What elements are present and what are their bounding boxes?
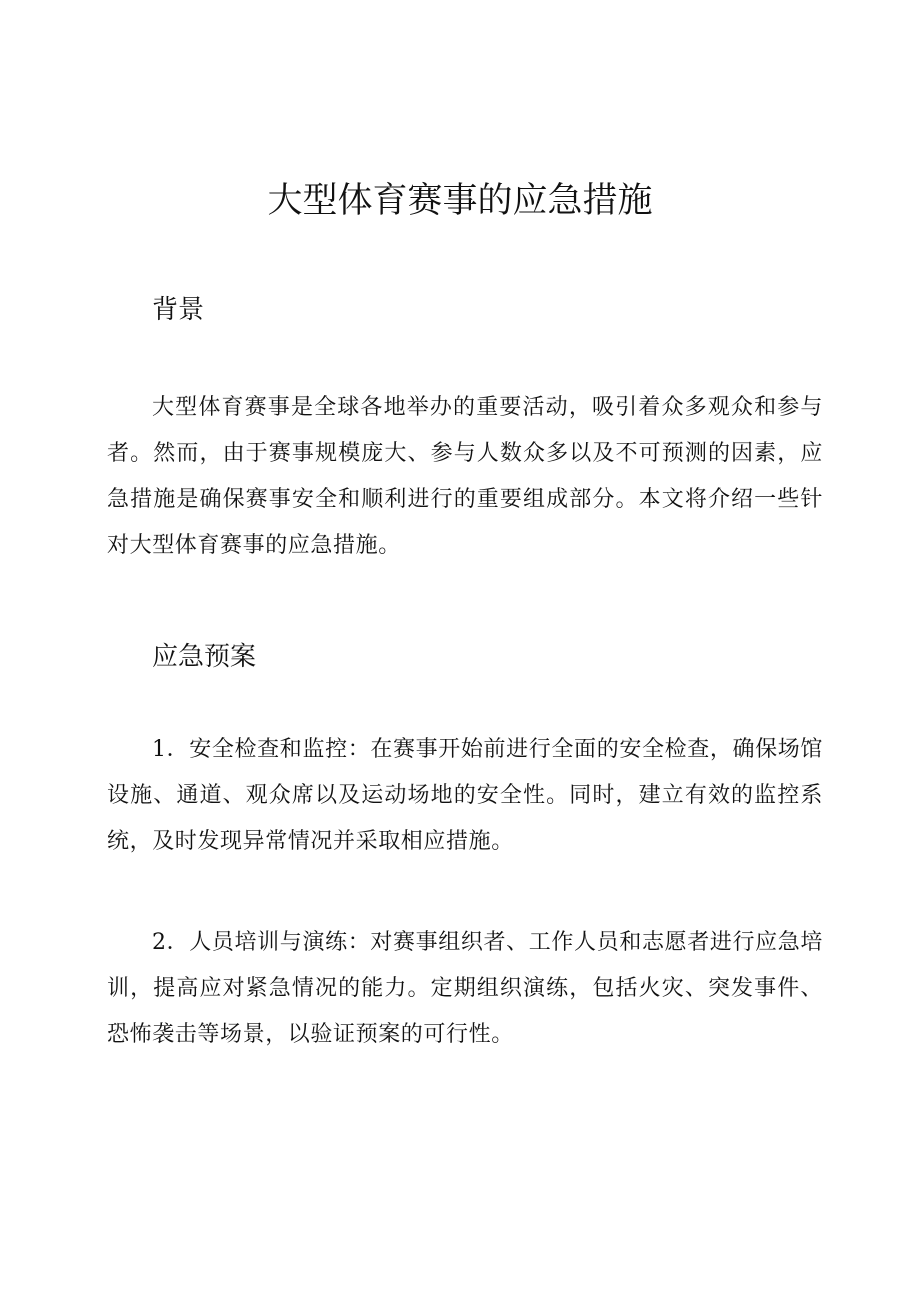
section-heading-background: 背景 — [152, 295, 205, 325]
page-title: 大型体育赛事的应急措施 — [267, 181, 653, 221]
section-heading-emergency-plan: 应急预案 — [152, 642, 257, 672]
paragraph-background: 大型体育赛事是全球各地举办的重要活动，吸引着众多观众和参与者。然而，由于赛事规模庞大、参与人数众多以及不可预测的因素，应急措施是确保赛事安全和顺利进行的重要组成部分。本文将介绍一些针对大型体育赛事的应急措施。 — [107, 395, 823, 558]
paragraph-item-1: 1．安全检查和监控：在赛事开始前进行全面的安全检查，确保场馆设施、通道、观众席以及运动场地的安全性。同时，建立有效的监控系统，及时发现异常情况并采取相应措施。 — [107, 737, 823, 854]
paragraph-item-2: 2．人员培训与演练：对赛事组织者、工作人员和志愿者进行应急培训，提高应对紧急情况的能力。定期组织演练，包括火灾、突发事件、恐怖袭击等场景，以验证预案的可行性。 — [107, 930, 823, 1047]
